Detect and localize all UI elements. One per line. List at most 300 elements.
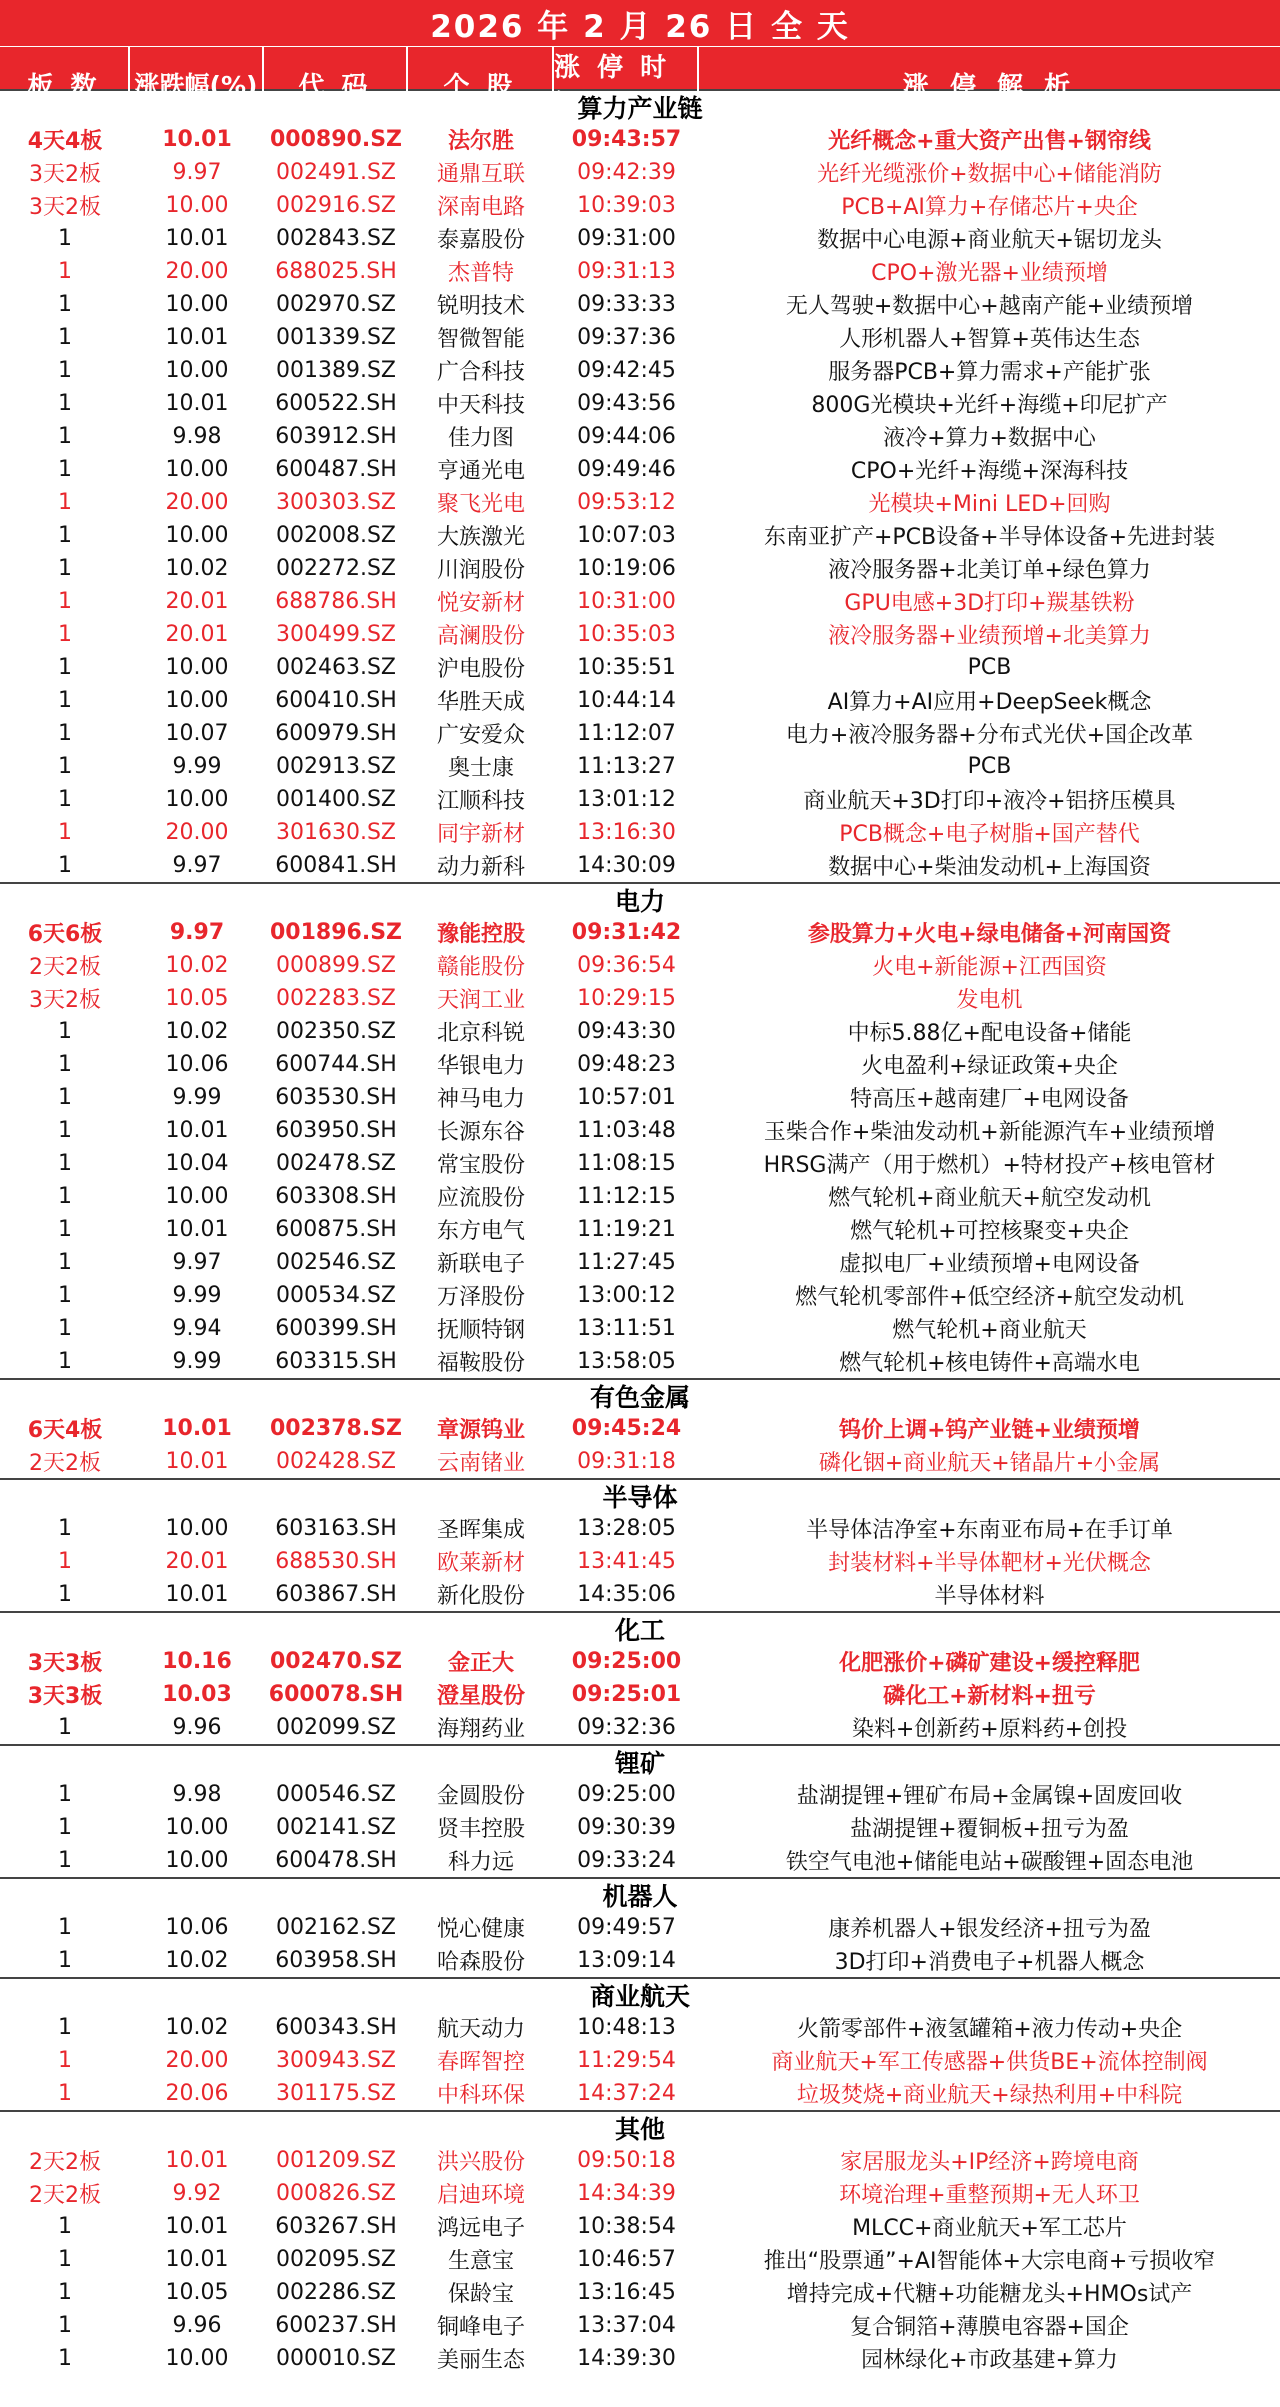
cell-limit-time: 10:57:01 [577, 1085, 676, 1110]
cell-limit-time: 11:29:54 [577, 2048, 676, 2073]
cell-reason: 燃气轮机零部件+低空经济+航空发动机 [795, 1285, 1184, 1310]
cell-limit-time: 13:37:04 [577, 2313, 676, 2338]
cell-reason: 增持完成+代糖+功能糖龙头+HMOs试产 [786, 2282, 1193, 2307]
cell-reason: PCB概念+电子树脂+国产替代 [839, 822, 1140, 847]
cell-code: 688530.SH [275, 1549, 397, 1574]
cell-code: 600875.SH [275, 1217, 397, 1242]
cell-code: 002141.SZ [275, 1815, 396, 1840]
section-header: 商业航天 [0, 1977, 1280, 2011]
cell-boards: 1 [58, 721, 72, 746]
table-row [0, 1412, 1280, 1445]
cell-reason: 电力+液冷服务器+分布式光伏+国企改革 [785, 723, 1194, 748]
cell-stock-name: 法尔胜 [447, 129, 514, 154]
cell-change-pct: 20.01 [165, 622, 229, 647]
cell-stock-name: 金正大 [447, 1651, 514, 1676]
cell-code: 002283.SZ [275, 986, 396, 1011]
cell-limit-time: 09:43:56 [577, 391, 676, 416]
cell-change-pct: 10.00 [165, 523, 229, 548]
cell-stock-name: 金圆股份 [436, 1784, 525, 1809]
cell-reason: PCB [967, 655, 1012, 680]
header-limit-time: 涨 停 时 间 [554, 47, 699, 121]
cell-limit-time: 09:30:39 [577, 1815, 676, 1840]
cell-reason: 燃气轮机+可控核聚变+央企 [850, 1219, 1129, 1244]
section-header: 算力产业链 [0, 89, 1280, 123]
header-boards: 板 数 [0, 47, 130, 121]
cell-change-pct: 10.01 [165, 1118, 229, 1143]
cell-boards: 1 [58, 2346, 72, 2371]
cell-reason: 磷化工+新材料+扭亏 [883, 1684, 1096, 1709]
cell-code: 603315.SH [275, 1349, 397, 1374]
cell-change-pct: 10.00 [165, 655, 229, 680]
cell-boards: 1 [58, 2247, 72, 2272]
cell-change-pct: 20.00 [165, 259, 229, 284]
cell-boards: 1 [58, 1715, 72, 1740]
table-row [0, 1279, 1280, 1312]
cell-code: 002470.SZ [270, 1649, 402, 1674]
cell-change-pct: 10.01 [162, 127, 232, 152]
cell-limit-time: 11:08:15 [577, 1151, 676, 1176]
cell-limit-time: 09:43:57 [571, 127, 682, 152]
cell-change-pct: 10.02 [165, 2015, 229, 2040]
cell-stock-name: 北京科锐 [436, 1021, 525, 1046]
section-header: 半导体 [0, 1478, 1280, 1512]
table-row [0, 552, 1280, 585]
cell-code: 603308.SH [275, 1184, 397, 1209]
cell-code: 001389.SZ [275, 358, 396, 383]
table-row [0, 1345, 1280, 1378]
cell-change-pct: 10.02 [165, 953, 229, 978]
cell-limit-time: 13:58:05 [577, 1349, 676, 1374]
cell-boards: 2天2板 [29, 1451, 101, 1476]
table-row [0, 1578, 1280, 1611]
cell-limit-time: 09:33:24 [577, 1848, 676, 1873]
cell-change-pct: 9.99 [172, 1085, 222, 1110]
cell-code: 600979.SH [275, 721, 397, 746]
cell-stock-name: 奥士康 [447, 756, 514, 781]
cell-limit-time: 13:01:12 [577, 787, 676, 812]
table-row [0, 2342, 1280, 2375]
cell-limit-time: 09:36:54 [577, 953, 676, 978]
cell-boards: 1 [58, 490, 72, 515]
cell-reason: 家居服龙头+IP经济+跨境电商 [840, 2150, 1139, 2175]
cell-limit-time: 09:25:00 [571, 1649, 682, 1674]
cell-limit-time: 09:37:36 [577, 325, 676, 350]
cell-code: 300943.SZ [275, 2048, 396, 2073]
cell-limit-time: 11:27:45 [577, 1250, 676, 1275]
cell-boards: 1 [58, 556, 72, 581]
cell-boards: 1 [58, 1118, 72, 1143]
cell-boards: 1 [58, 622, 72, 647]
cell-limit-time: 09:45:24 [571, 1416, 682, 1441]
cell-stock-name: 悦安新材 [436, 591, 525, 616]
cell-change-pct: 10.00 [165, 457, 229, 482]
cell-limit-time: 09:31:13 [577, 259, 676, 284]
cell-limit-time: 13:16:45 [577, 2280, 676, 2305]
cell-code: 688025.SH [275, 259, 397, 284]
cell-change-pct: 9.97 [172, 1250, 222, 1275]
cell-limit-time: 09:32:36 [577, 1715, 676, 1740]
cell-stock-name: 赣能股份 [436, 955, 525, 980]
cell-limit-time: 11:19:21 [577, 1217, 676, 1242]
cell-stock-name: 亨通光电 [436, 459, 525, 484]
cell-reason: GPU电感+3D打印+羰基铁粉 [844, 591, 1135, 616]
cell-stock-name: 高澜股份 [436, 624, 525, 649]
cell-change-pct: 9.97 [172, 853, 222, 878]
cell-boards: 1 [58, 226, 72, 251]
cell-stock-name: 杰普特 [447, 261, 514, 286]
cell-reason: 3D打印+消费电子+机器人概念 [834, 1950, 1145, 1975]
cell-limit-time: 11:13:27 [577, 754, 676, 779]
cell-reason: 封装材料+半导体靶材+光伏概念 [828, 1551, 1151, 1576]
cell-reason: 康养机器人+银发经济+扭亏为盈 [828, 1917, 1151, 1942]
cell-change-pct: 10.00 [165, 787, 229, 812]
page-title: 2026 年 2 月 26 日 全 天 [0, 0, 1280, 47]
table-row [0, 156, 1280, 189]
cell-change-pct: 9.97 [169, 920, 225, 945]
cell-limit-time: 10:29:15 [577, 986, 676, 1011]
cell-boards: 1 [58, 1915, 72, 1940]
cell-code: 000546.SZ [275, 1782, 396, 1807]
cell-boards: 1 [58, 1516, 72, 1541]
cell-limit-time: 13:09:14 [577, 1948, 676, 1973]
table-row [0, 387, 1280, 420]
cell-change-pct: 10.02 [165, 1948, 229, 1973]
cell-change-pct: 10.01 [165, 1217, 229, 1242]
cell-boards: 1 [58, 424, 72, 449]
cell-boards: 1 [58, 688, 72, 713]
cell-change-pct: 10.00 [165, 688, 229, 713]
cell-code: 002095.SZ [275, 2247, 396, 2272]
table-row [0, 2276, 1280, 2309]
table-row [0, 354, 1280, 387]
cell-code: 002463.SZ [275, 655, 396, 680]
table-row [0, 750, 1280, 783]
cell-reason: 盐湖提锂+覆铜板+扭亏为盈 [850, 1817, 1129, 1842]
table-row [0, 255, 1280, 288]
cell-change-pct: 10.01 [165, 2148, 229, 2173]
cell-boards: 1 [58, 655, 72, 680]
cell-limit-time: 09:44:06 [577, 424, 676, 449]
cell-code: 002428.SZ [275, 1449, 396, 1474]
table-row [0, 2243, 1280, 2276]
cell-boards: 1 [58, 1848, 72, 1873]
cell-boards: 1 [58, 1019, 72, 1044]
cell-limit-time: 10:31:00 [577, 589, 676, 614]
cell-stock-name: 豫能控股 [436, 922, 525, 947]
cell-code: 301175.SZ [275, 2081, 396, 2106]
cell-limit-time: 10:38:54 [577, 2214, 676, 2239]
cell-stock-name: 生意宝 [447, 2249, 514, 2274]
cell-code: 301630.SZ [275, 820, 396, 845]
cell-boards: 1 [58, 259, 72, 284]
cell-change-pct: 10.00 [165, 1184, 229, 1209]
cell-change-pct: 10.00 [165, 2346, 229, 2371]
cell-stock-name: 航天动力 [436, 2017, 525, 2042]
cell-limit-time: 09:31:00 [577, 226, 676, 251]
cell-limit-time: 09:50:18 [577, 2148, 676, 2173]
table-row [0, 916, 1280, 949]
table-row [0, 1213, 1280, 1246]
cell-limit-time: 09:25:00 [577, 1782, 676, 1807]
table-row [0, 321, 1280, 354]
table-row [0, 1711, 1280, 1744]
cell-change-pct: 9.99 [172, 1283, 222, 1308]
cell-change-pct: 9.99 [172, 1349, 222, 1374]
cell-change-pct: 10.01 [165, 325, 229, 350]
cell-boards: 1 [58, 325, 72, 350]
cell-boards: 1 [58, 391, 72, 416]
cell-reason: HRSG满产（用于燃机）+特材投产+核电管材 [763, 1153, 1216, 1178]
table-row [0, 618, 1280, 651]
cell-code: 600399.SH [275, 1316, 397, 1341]
cell-limit-time: 09:42:39 [577, 160, 676, 185]
cell-code: 603867.SH [275, 1582, 397, 1607]
cell-stock-name: 中天科技 [436, 393, 525, 418]
cell-stock-name: 锐明技术 [436, 294, 525, 319]
cell-reason: 推出“股票通”+AI智能体+大宗电商+亏损收窄 [763, 2249, 1216, 2274]
cell-code: 001339.SZ [275, 325, 396, 350]
cell-stock-name: 新化股份 [436, 1584, 525, 1609]
table-row [0, 2210, 1280, 2243]
header-code: 代 码 [264, 47, 408, 121]
table-row [0, 123, 1280, 156]
cell-change-pct: 10.01 [165, 2214, 229, 2239]
cell-reason: 燃气轮机+商业航天 [892, 1318, 1087, 1343]
cell-change-pct: 10.16 [162, 1649, 232, 1674]
cell-limit-time: 14:30:09 [577, 853, 676, 878]
cell-limit-time: 11:12:07 [577, 721, 676, 746]
table-row [0, 1911, 1280, 1944]
cell-change-pct: 10.00 [165, 193, 229, 218]
cell-boards: 1 [58, 1283, 72, 1308]
cell-boards: 3天2板 [29, 162, 101, 187]
table-row [0, 684, 1280, 717]
cell-reason: CPO+激光器+业绩预增 [871, 261, 1108, 286]
cell-code: 002008.SZ [275, 523, 396, 548]
cell-stock-name: 铜峰电子 [436, 2315, 525, 2340]
table-row [0, 1081, 1280, 1114]
cell-boards: 1 [58, 1782, 72, 1807]
cell-stock-name: 华银电力 [436, 1054, 525, 1079]
cell-reason: 燃气轮机+商业航天+航空发动机 [828, 1186, 1151, 1211]
table-body [0, 89, 1280, 2375]
table-row [0, 1147, 1280, 1180]
cell-reason: 半导体洁净室+东南亚布局+在手订单 [806, 1518, 1173, 1543]
cell-stock-name: 川润股份 [436, 558, 525, 583]
cell-boards: 1 [58, 787, 72, 812]
cell-reason: CPO+光纤+海缆+深海科技 [850, 459, 1129, 484]
table-row [0, 2309, 1280, 2342]
cell-reason: PCB+AI算力+存储芯片+央企 [841, 195, 1138, 220]
cell-stock-name: 江顺科技 [436, 789, 525, 814]
cell-boards: 3天3板 [27, 1684, 103, 1709]
table-row [0, 783, 1280, 816]
cell-code: 603267.SH [275, 2214, 397, 2239]
table-row [0, 519, 1280, 552]
cell-change-pct: 20.01 [165, 589, 229, 614]
cell-reason: 染料+创新药+原料药+创投 [851, 1717, 1128, 1742]
table-row [0, 420, 1280, 453]
cell-change-pct: 9.97 [172, 160, 222, 185]
cell-reason: 化肥涨价+磷矿建设+缓控释肥 [839, 1651, 1140, 1676]
section-header: 锂矿 [0, 1744, 1280, 1778]
table-row [0, 585, 1280, 618]
table-row [0, 949, 1280, 982]
cell-reason: 数据中心+柴油发动机+上海国资 [828, 855, 1151, 880]
cell-limit-time: 13:41:45 [577, 1549, 676, 1574]
cell-change-pct: 10.01 [165, 391, 229, 416]
cell-limit-time: 09:25:01 [571, 1682, 682, 1707]
table-row [0, 1445, 1280, 1478]
cell-reason: 特高压+越南建厂+电网设备 [850, 1087, 1129, 1112]
cell-stock-name: 泰嘉股份 [436, 228, 525, 253]
cell-code: 002286.SZ [275, 2280, 396, 2305]
cell-boards: 1 [58, 1815, 72, 1840]
cell-reason: 玉柴合作+柴油发动机+新能源汽车+业绩预增 [763, 1120, 1216, 1145]
cell-change-pct: 10.06 [165, 1915, 229, 1940]
cell-reason: 复合铜箔+薄膜电容器+国企 [850, 2315, 1129, 2340]
cell-reason: 火电+新能源+江西国资 [872, 955, 1107, 980]
cell-boards: 1 [58, 1184, 72, 1209]
cell-limit-time: 09:49:57 [577, 1915, 676, 1940]
cell-limit-time: 13:16:30 [577, 820, 676, 845]
cell-stock-name: 科力远 [447, 1850, 514, 1875]
cell-code: 600078.SH [268, 1682, 404, 1707]
table-row [0, 2044, 1280, 2077]
cell-limit-time: 09:49:46 [577, 457, 676, 482]
cell-stock-name: 欧莱新材 [436, 1551, 525, 1576]
cell-reason: 800G光模块+光纤+海缆+印尼扩产 [811, 393, 1168, 418]
table-row [0, 189, 1280, 222]
cell-reason: 商业航天+军工传感器+供货BE+流体控制阀 [771, 2050, 1208, 2075]
cell-reason: 人形机器人+智算+英伟达生态 [839, 327, 1140, 352]
cell-change-pct: 10.01 [162, 1416, 232, 1441]
cell-boards: 1 [58, 754, 72, 779]
cell-stock-name: 海翔药业 [436, 1717, 525, 1742]
cell-stock-name: 哈森股份 [436, 1950, 525, 1975]
header-analysis: 涨 停 解 析 [902, 71, 1077, 102]
cell-code: 002546.SZ [275, 1250, 396, 1275]
cell-reason: 液冷服务器+业绩预增+北美算力 [828, 624, 1151, 649]
cell-change-pct: 9.98 [172, 424, 222, 449]
cell-limit-time: 14:35:06 [577, 1582, 676, 1607]
table-row [0, 1778, 1280, 1811]
cell-code: 600478.SH [275, 1848, 397, 1873]
table-row [0, 1512, 1280, 1545]
cell-code: 002913.SZ [275, 754, 396, 779]
cell-stock-name: 智微智能 [436, 327, 525, 352]
cell-code: 600487.SH [275, 457, 397, 482]
cell-change-pct: 10.02 [165, 556, 229, 581]
table-row [0, 816, 1280, 849]
cell-stock-name: 洪兴股份 [436, 2150, 525, 2175]
cell-change-pct: 10.02 [165, 1019, 229, 1044]
cell-stock-name: 福鞍股份 [436, 1351, 525, 1376]
cell-change-pct: 10.06 [165, 1052, 229, 1077]
cell-change-pct: 10.00 [165, 1516, 229, 1541]
cell-code: 001209.SZ [275, 2148, 396, 2173]
cell-code: 000826.SZ [275, 2181, 396, 2206]
cell-reason: 虚拟电厂+业绩预增+电网设备 [839, 1252, 1140, 1277]
cell-limit-time: 11:12:15 [577, 1184, 676, 1209]
cell-reason: 钨价上调+钨产业链+业绩预增 [839, 1418, 1140, 1443]
table-row [0, 1944, 1280, 1977]
cell-change-pct: 9.96 [172, 1715, 222, 1740]
cell-stock-name: 天润工业 [436, 988, 525, 1013]
cell-limit-time: 10:19:06 [577, 556, 676, 581]
cell-limit-time: 10:46:57 [577, 2247, 676, 2272]
cell-stock-name: 启迪环境 [436, 2183, 525, 2208]
cell-stock-name: 动力新科 [436, 855, 525, 880]
cell-boards: 3天3板 [27, 1651, 103, 1676]
cell-boards: 1 [58, 1250, 72, 1275]
cell-reason: MLCC+商业航天+军工芯片 [852, 2216, 1127, 2241]
cell-boards: 1 [58, 1349, 72, 1374]
cell-code: 002099.SZ [275, 1715, 396, 1740]
cell-code: 300499.SZ [275, 622, 396, 647]
cell-code: 001896.SZ [270, 920, 402, 945]
cell-reason: 磷化铟+商业航天+锗晶片+小金属 [818, 1451, 1161, 1476]
cell-code: 603530.SH [275, 1085, 397, 1110]
cell-stock-name: 中科环保 [436, 2083, 525, 2108]
cell-code: 000899.SZ [275, 953, 396, 978]
cell-limit-time: 14:37:24 [577, 2081, 676, 2106]
cell-code: 600237.SH [275, 2313, 397, 2338]
cell-change-pct: 9.99 [172, 754, 222, 779]
cell-reason: 无人驾驶+数据中心+越南产能+业绩预增 [785, 294, 1194, 319]
cell-code: 002378.SZ [270, 1416, 402, 1441]
cell-code: 600522.SH [275, 391, 397, 416]
cell-code: 002916.SZ [275, 193, 396, 218]
cell-boards: 1 [58, 1948, 72, 1973]
cell-reason: 园林绿化+市政基建+算力 [861, 2348, 1118, 2373]
section-header: 其他 [0, 2110, 1280, 2144]
header-change-pct: 涨跌幅(%) [130, 47, 264, 121]
cell-limit-time: 13:00:12 [577, 1283, 676, 1308]
cell-stock-name: 圣晖集成 [436, 1518, 525, 1543]
cell-limit-time: 10:44:14 [577, 688, 676, 713]
cell-limit-time: 10:48:13 [577, 2015, 676, 2040]
cell-code: 002162.SZ [275, 1915, 396, 1940]
table-row [0, 1645, 1280, 1678]
cell-limit-time: 14:34:39 [577, 2181, 676, 2206]
cell-code: 000890.SZ [270, 127, 402, 152]
cell-reason: AI算力+AI应用+DeepSeek概念 [827, 690, 1152, 715]
cell-limit-time: 10:39:03 [577, 193, 676, 218]
cell-code: 002272.SZ [275, 556, 396, 581]
cell-limit-time: 09:31:42 [571, 920, 682, 945]
cell-code: 603950.SH [275, 1118, 397, 1143]
section-header: 电力 [0, 882, 1280, 916]
cell-change-pct: 10.01 [165, 1582, 229, 1607]
cell-code: 603912.SH [275, 424, 397, 449]
table-row [0, 717, 1280, 750]
table-row [0, 1844, 1280, 1877]
cell-code: 002478.SZ [275, 1151, 396, 1176]
table-row [0, 453, 1280, 486]
cell-boards: 1 [58, 523, 72, 548]
table-row [0, 1180, 1280, 1213]
cell-boards: 1 [58, 2313, 72, 2338]
cell-reason: 液冷+算力+数据中心 [883, 426, 1096, 451]
cell-reason: 垃圾焚烧+商业航天+绿热利用+中科院 [796, 2083, 1183, 2108]
cell-stock-name: 抚顺特钢 [436, 1318, 525, 1343]
cell-boards: 1 [58, 1316, 72, 1341]
table-row [0, 1114, 1280, 1147]
cell-stock-name: 聚飞光电 [436, 492, 525, 517]
cell-boards: 3天2板 [29, 988, 101, 1013]
cell-code: 600343.SH [275, 2015, 397, 2040]
